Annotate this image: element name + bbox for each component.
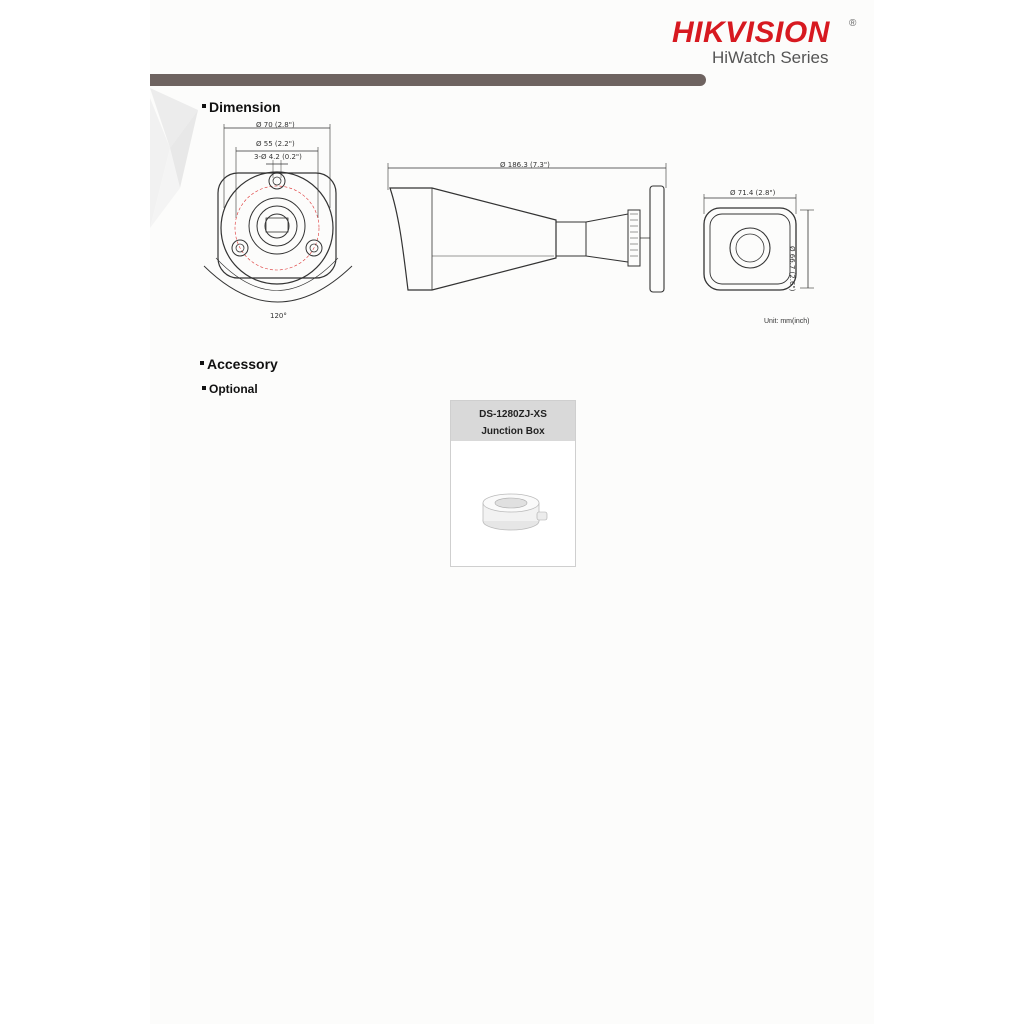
front-view-drawing <box>196 118 366 323</box>
rear-view-drawing <box>696 190 826 295</box>
side-length-dimension: Ø 186.3 (7.3") <box>500 161 550 169</box>
accessory-card-header <box>451 401 575 441</box>
front-outer-dimension: Ø 70 (2.8") <box>256 121 295 129</box>
front-angle-dimension: 120° <box>270 312 287 320</box>
junction-box-image <box>451 441 575 565</box>
front-hole-dimension: 3-Ø 4.2 (0.2") <box>254 153 302 161</box>
unit-note: Unit: mm(inch) <box>764 318 810 325</box>
side-view-drawing <box>386 158 676 298</box>
optional-heading: Optional <box>202 382 258 396</box>
front-inner-dimension: Ø 55 (2.2") <box>256 140 295 148</box>
dimension-heading: Dimension <box>202 99 281 115</box>
hikvision-logo <box>672 12 862 72</box>
registered-mark: ® <box>849 18 857 29</box>
rear-width-dimension: Ø 71.4 (2.8") <box>730 189 776 197</box>
logo-series: HiWatch Series <box>712 48 829 67</box>
bullet-icon <box>202 386 206 390</box>
accessory-model: DS-1280ZJ-XS <box>479 409 547 420</box>
rear-height-dimension: Ø 66.7 (2.6") <box>788 246 796 292</box>
accessory-name: Junction Box <box>481 426 545 437</box>
accessory-card <box>450 400 576 567</box>
bullet-icon <box>200 361 204 365</box>
bullet-icon <box>202 104 206 108</box>
header-bar <box>150 74 706 86</box>
accessory-heading: Accessory <box>200 356 278 372</box>
logo-wordmark: HIKVISION <box>672 16 830 49</box>
